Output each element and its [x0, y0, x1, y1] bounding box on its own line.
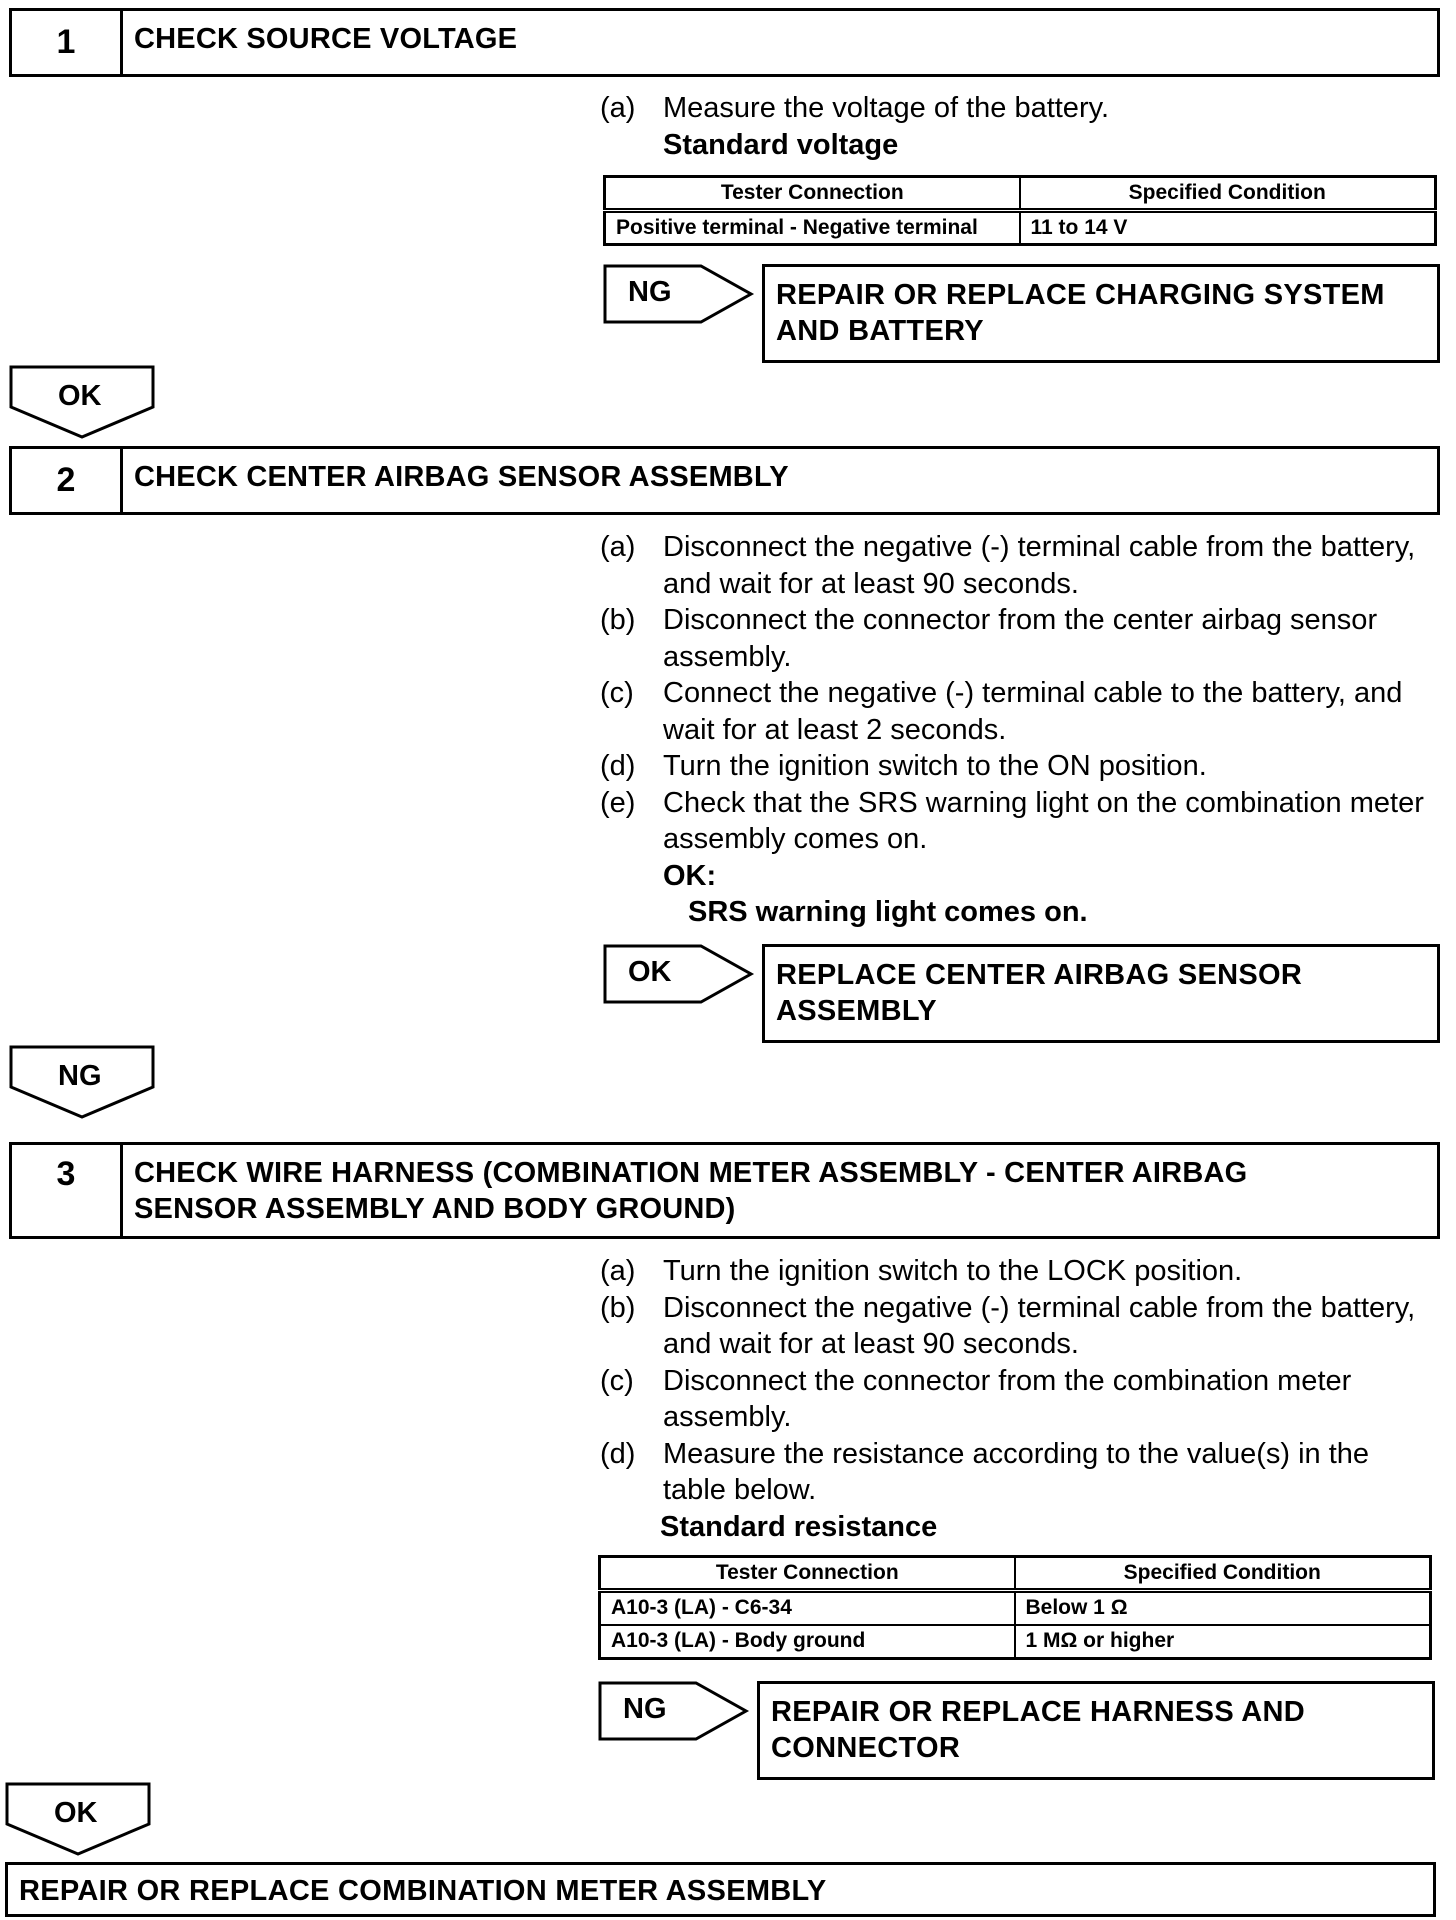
table-row — [600, 1591, 1431, 1625]
item-text: Disconnect the connector from the center airbag sensor assembly. — [663, 604, 1378, 673]
item-text: Disconnect the negative (-) terminal cable from the battery, and wait for at least 90 seconds. — [663, 531, 1416, 600]
table-cell: 11 to 14 V — [1020, 211, 1436, 245]
step-title: CHECK SOURCE VOLTAGE — [134, 23, 518, 55]
item-label: (a) — [600, 531, 636, 563]
step-1-procedure — [600, 90, 1430, 163]
table-header: Specified Condition — [1020, 177, 1436, 211]
step-number: 2 — [12, 449, 123, 512]
table-cell: A10-3 (LA) - Body ground — [600, 1625, 1015, 1659]
step-2-header — [9, 446, 1440, 515]
item-label: (d) — [600, 1437, 636, 1470]
step-title: CHECK WIRE HARNESS (COMBINATION METER ASSEMBLY - CENTER AIRBAG SENSOR ASSEMBLY AND BODY GROUND) — [134, 1157, 1248, 1225]
item-text: Measure the voltage of the battery. — [663, 92, 1110, 124]
item-label: (c) — [600, 1364, 634, 1397]
item-text: Connect the negative (-) terminal cable to the battery, and wait for at least 2 seconds. — [663, 677, 1403, 746]
table-header: Specified Condition — [1015, 1557, 1431, 1591]
step-title: CHECK CENTER AIRBAG SENSOR ASSEMBLY — [134, 461, 789, 493]
item-text: Disconnect the connector from the combination meter assembly. — [663, 1364, 1352, 1433]
table-cell: Positive terminal - Negative terminal — [605, 211, 1020, 245]
item-label: (c) — [600, 677, 634, 709]
spec-title: Standard resistance — [660, 1510, 938, 1543]
procedure-item — [600, 529, 1430, 602]
table-cell: 1 MΩ or higher — [1015, 1625, 1431, 1659]
ok-condition: SRS warning light comes on. — [688, 896, 1088, 928]
procedure-item — [600, 1363, 1430, 1436]
item-text: Check that the SRS warning light on the combination meter assembly comes on. — [663, 786, 1424, 855]
step-3-procedure — [600, 1253, 1430, 1545]
item-text: Disconnect the negative (-) terminal cable from the battery, and wait for at least 90 seconds. — [663, 1291, 1416, 1360]
item-text: Measure the resistance according to the value(s) in the table below. — [663, 1437, 1370, 1506]
procedure-item — [600, 785, 1430, 858]
item-label: (d) — [600, 750, 636, 782]
step-1-spec-table — [603, 175, 1437, 246]
step-number: 1 — [12, 11, 123, 74]
branch-tag: OK — [628, 956, 672, 988]
ok-arrow-tag — [603, 944, 755, 1004]
step-number: 3 — [12, 1145, 123, 1236]
item-text: Turn the ignition switch to the LOCK position. — [663, 1255, 1243, 1287]
procedure-item — [600, 748, 1430, 785]
step-3-spec-table — [598, 1555, 1432, 1660]
item-label: (e) — [600, 786, 636, 819]
procedure-item — [600, 90, 1430, 127]
branch-result-box: REPAIR OR REPLACE HARNESS AND CONNECTOR — [757, 1681, 1435, 1780]
item-label: (b) — [600, 1291, 636, 1324]
continue-tag: NG — [58, 1060, 102, 1092]
procedure-item — [600, 675, 1430, 748]
final-result-box: REPAIR OR REPLACE COMBINATION METER ASSEMBLY — [5, 1862, 1436, 1917]
item-label: (b) — [600, 604, 636, 636]
ok-label: OK: — [663, 859, 717, 892]
procedure-item — [600, 1436, 1430, 1509]
procedure-item — [600, 602, 1430, 675]
step-3-header — [9, 1142, 1440, 1239]
branch-tag: NG — [628, 276, 672, 308]
item-label: (a) — [600, 1255, 636, 1287]
item-text: Turn the ignition switch to the ON position. — [663, 750, 1207, 782]
table-header: Tester Connection — [605, 177, 1020, 211]
table-row — [605, 211, 1436, 245]
continue-tag: OK — [58, 380, 102, 412]
ng-arrow-tag — [603, 264, 755, 324]
table-row — [600, 1625, 1431, 1659]
table-header: Tester Connection — [600, 1557, 1015, 1591]
table-cell: A10-3 (LA) - C6-34 — [600, 1591, 1015, 1625]
item-label: (a) — [600, 92, 636, 124]
continue-tag: OK — [54, 1797, 98, 1829]
procedure-item — [600, 1253, 1430, 1290]
spec-title: Standard voltage — [663, 128, 899, 161]
branch-result-box: REPLACE CENTER AIRBAG SENSOR ASSEMBLY — [762, 944, 1440, 1043]
branch-tag: NG — [623, 1693, 667, 1725]
ng-arrow-tag — [598, 1681, 750, 1741]
step-2-procedure — [600, 529, 1430, 931]
branch-result-box: REPAIR OR REPLACE CHARGING SYSTEM AND BATTERY — [762, 264, 1440, 363]
step-1-header — [9, 8, 1440, 77]
table-cell: Below 1 Ω — [1015, 1591, 1431, 1625]
procedure-item — [600, 1290, 1430, 1363]
